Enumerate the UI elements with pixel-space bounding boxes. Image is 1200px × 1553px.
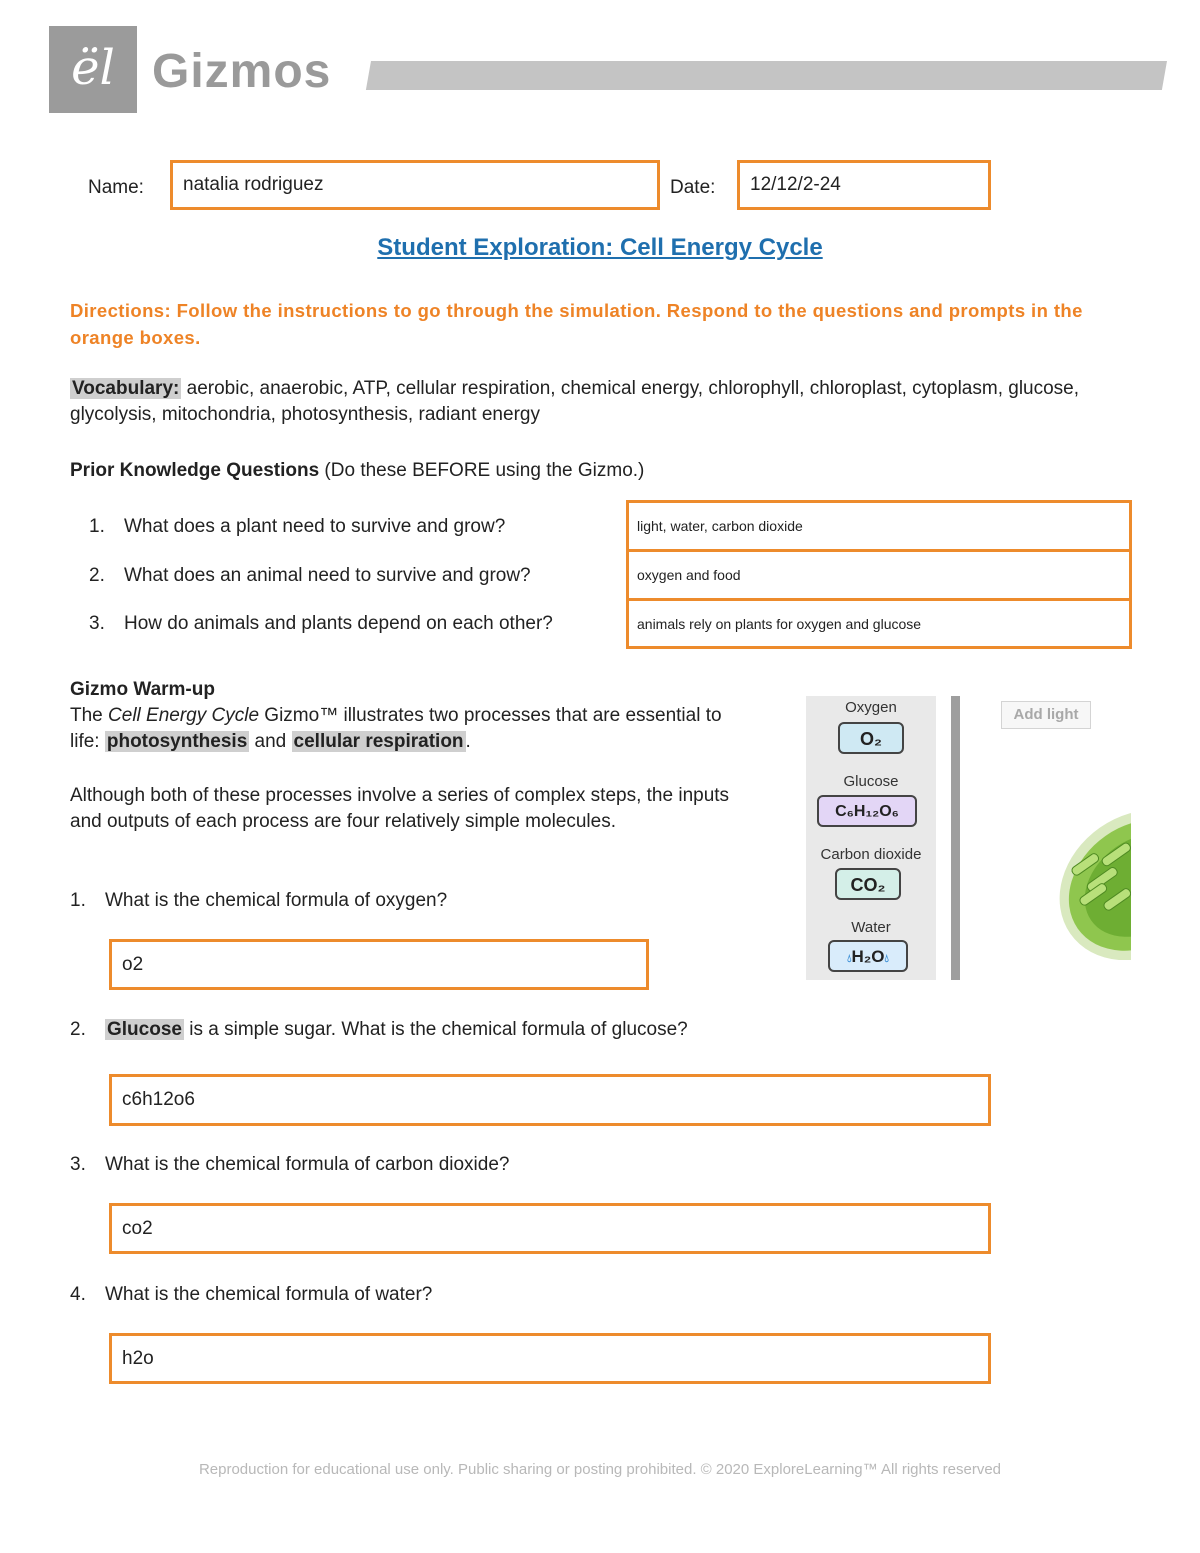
vocabulary-text: aerobic, anaerobic, ATP, cellular respiration, chemical energy, chlorophyll, chloroplast, cytoplasm, glucose, glycolysis, mitochondria, photosynthesis, radiant energy	[70, 378, 1080, 425]
wu-question-num: 3.	[70, 1154, 86, 1175]
water-molecule-tile[interactable]	[828, 940, 908, 972]
header-bar	[366, 61, 1167, 90]
term-photosynthesis: photosynthesis	[106, 731, 248, 752]
prior-knowledge-note: (Do these BEFORE using the Gizmo.)	[319, 460, 645, 481]
water-drop-icon: 💧︎	[884, 953, 889, 965]
warmup-paragraph-1	[70, 703, 750, 755]
answer-field-glucose[interactable]	[109, 1074, 991, 1126]
add-light-button[interactable]: Add light	[1001, 701, 1091, 729]
prior-knowledge-heading	[70, 458, 644, 484]
footer-copyright: Reproduction for educational use only. Public sharing or posting prohibited. © 2020 ExploreLearning™ All rights reserved	[198, 1461, 1002, 1478]
wu-question-num: 1.	[70, 890, 86, 911]
text-run: The	[70, 705, 109, 726]
wu-question-text	[105, 1017, 688, 1043]
text-run: .	[465, 731, 471, 752]
vocabulary	[70, 376, 1140, 428]
gizmo-molecule-panel	[806, 696, 936, 980]
answer-value: co2	[122, 1217, 153, 1239]
pk-answer: light, water, carbon dioxide	[637, 518, 803, 534]
wu-question-text: What is the chemical formula of carbon dioxide?	[105, 1154, 510, 1175]
wu-question-num: 2.	[70, 1019, 86, 1040]
text-run: Gizmo™ illustrates two processes that are essential to life:	[70, 705, 722, 752]
pk-question-num: 2.	[89, 565, 105, 586]
chloroplast-illustration	[1030, 790, 1131, 960]
answer-field-carbon-dioxide[interactable]	[109, 1203, 991, 1254]
molecule-label: Glucose	[843, 773, 899, 790]
prior-knowledge-title: Prior Knowledge Questions	[70, 460, 320, 481]
molecule-label: Oxygen	[845, 699, 897, 716]
answer-field-water[interactable]	[109, 1333, 991, 1384]
vocabulary-label: Vocabulary:	[72, 378, 180, 399]
molecule-label: Carbon dioxide	[820, 846, 922, 863]
pk-answer-box[interactable]	[626, 549, 1132, 601]
molecule-formula: O₂	[860, 729, 882, 749]
panel-divider	[951, 696, 960, 980]
term-glucose: Glucose	[107, 1019, 182, 1040]
date-value: 12/12/2-24	[750, 174, 841, 195]
date-label: Date:	[670, 177, 716, 198]
text-run: is a simple sugar. What is the chemical formula of glucose?	[183, 1019, 688, 1040]
pk-question-num: 3.	[89, 613, 105, 634]
name-label: Name:	[88, 177, 144, 198]
name-field[interactable]	[170, 160, 660, 210]
pk-question-text: What does a plant need to survive and grow?	[124, 516, 506, 537]
pk-question-text: How do animals and plants depend on each other?	[124, 613, 553, 634]
glucose-molecule-tile[interactable]	[817, 795, 917, 827]
answer-field-oxygen[interactable]	[109, 939, 649, 990]
pk-question-num: 1.	[89, 516, 105, 537]
directions: Directions: Follow the instructions to go through the simulation. Respond to the questions and prompts in the orange boxes.	[70, 300, 1083, 348]
logo-mark: ël	[71, 40, 115, 96]
gizmo-name: Cell Energy Cycle	[108, 705, 260, 726]
pk-question-text: What does an animal need to survive and grow?	[124, 565, 531, 586]
pk-answer: oxygen and food	[637, 567, 741, 583]
molecule-formula: CO₂	[850, 875, 886, 895]
wu-question-text: What is the chemical formula of water?	[105, 1284, 433, 1305]
wu-question-num: 4.	[70, 1284, 86, 1305]
pk-answer-box[interactable]	[626, 500, 1132, 552]
answer-value: c6h12o6	[122, 1089, 195, 1110]
text-run: and	[249, 731, 292, 752]
date-field[interactable]	[737, 160, 991, 210]
molecule-label: Water	[851, 919, 891, 936]
water-drop-icon: 💧︎	[847, 953, 852, 965]
answer-value: o2	[122, 953, 144, 975]
molecule-formula: H₂O	[851, 947, 885, 966]
name-value: natalia rodriguez	[183, 174, 324, 195]
term-cellular-respiration: cellular respiration	[293, 731, 464, 752]
pk-answer: animals rely on plants for oxygen and glucose	[637, 615, 922, 632]
carbon-dioxide-molecule-tile[interactable]	[835, 868, 901, 900]
wu-question-text: What is the chemical formula of oxygen?	[105, 890, 448, 911]
brand-name: Gizmos	[152, 45, 332, 98]
warmup-paragraph-2: Although both of these processes involve a series of complex steps, the inputs and outputs of each process are four relatively simple molecules.	[70, 785, 730, 832]
pk-answer-box[interactable]	[626, 598, 1132, 649]
warmup-heading: Gizmo Warm-up	[70, 679, 215, 700]
answer-value: h2o	[122, 1347, 154, 1369]
molecule-formula: C₆H₁₂O₆	[835, 803, 899, 820]
oxygen-molecule-tile[interactable]	[838, 722, 904, 754]
logo	[49, 26, 137, 113]
page-title: Student Exploration: Cell Energy Cycle	[377, 234, 823, 261]
